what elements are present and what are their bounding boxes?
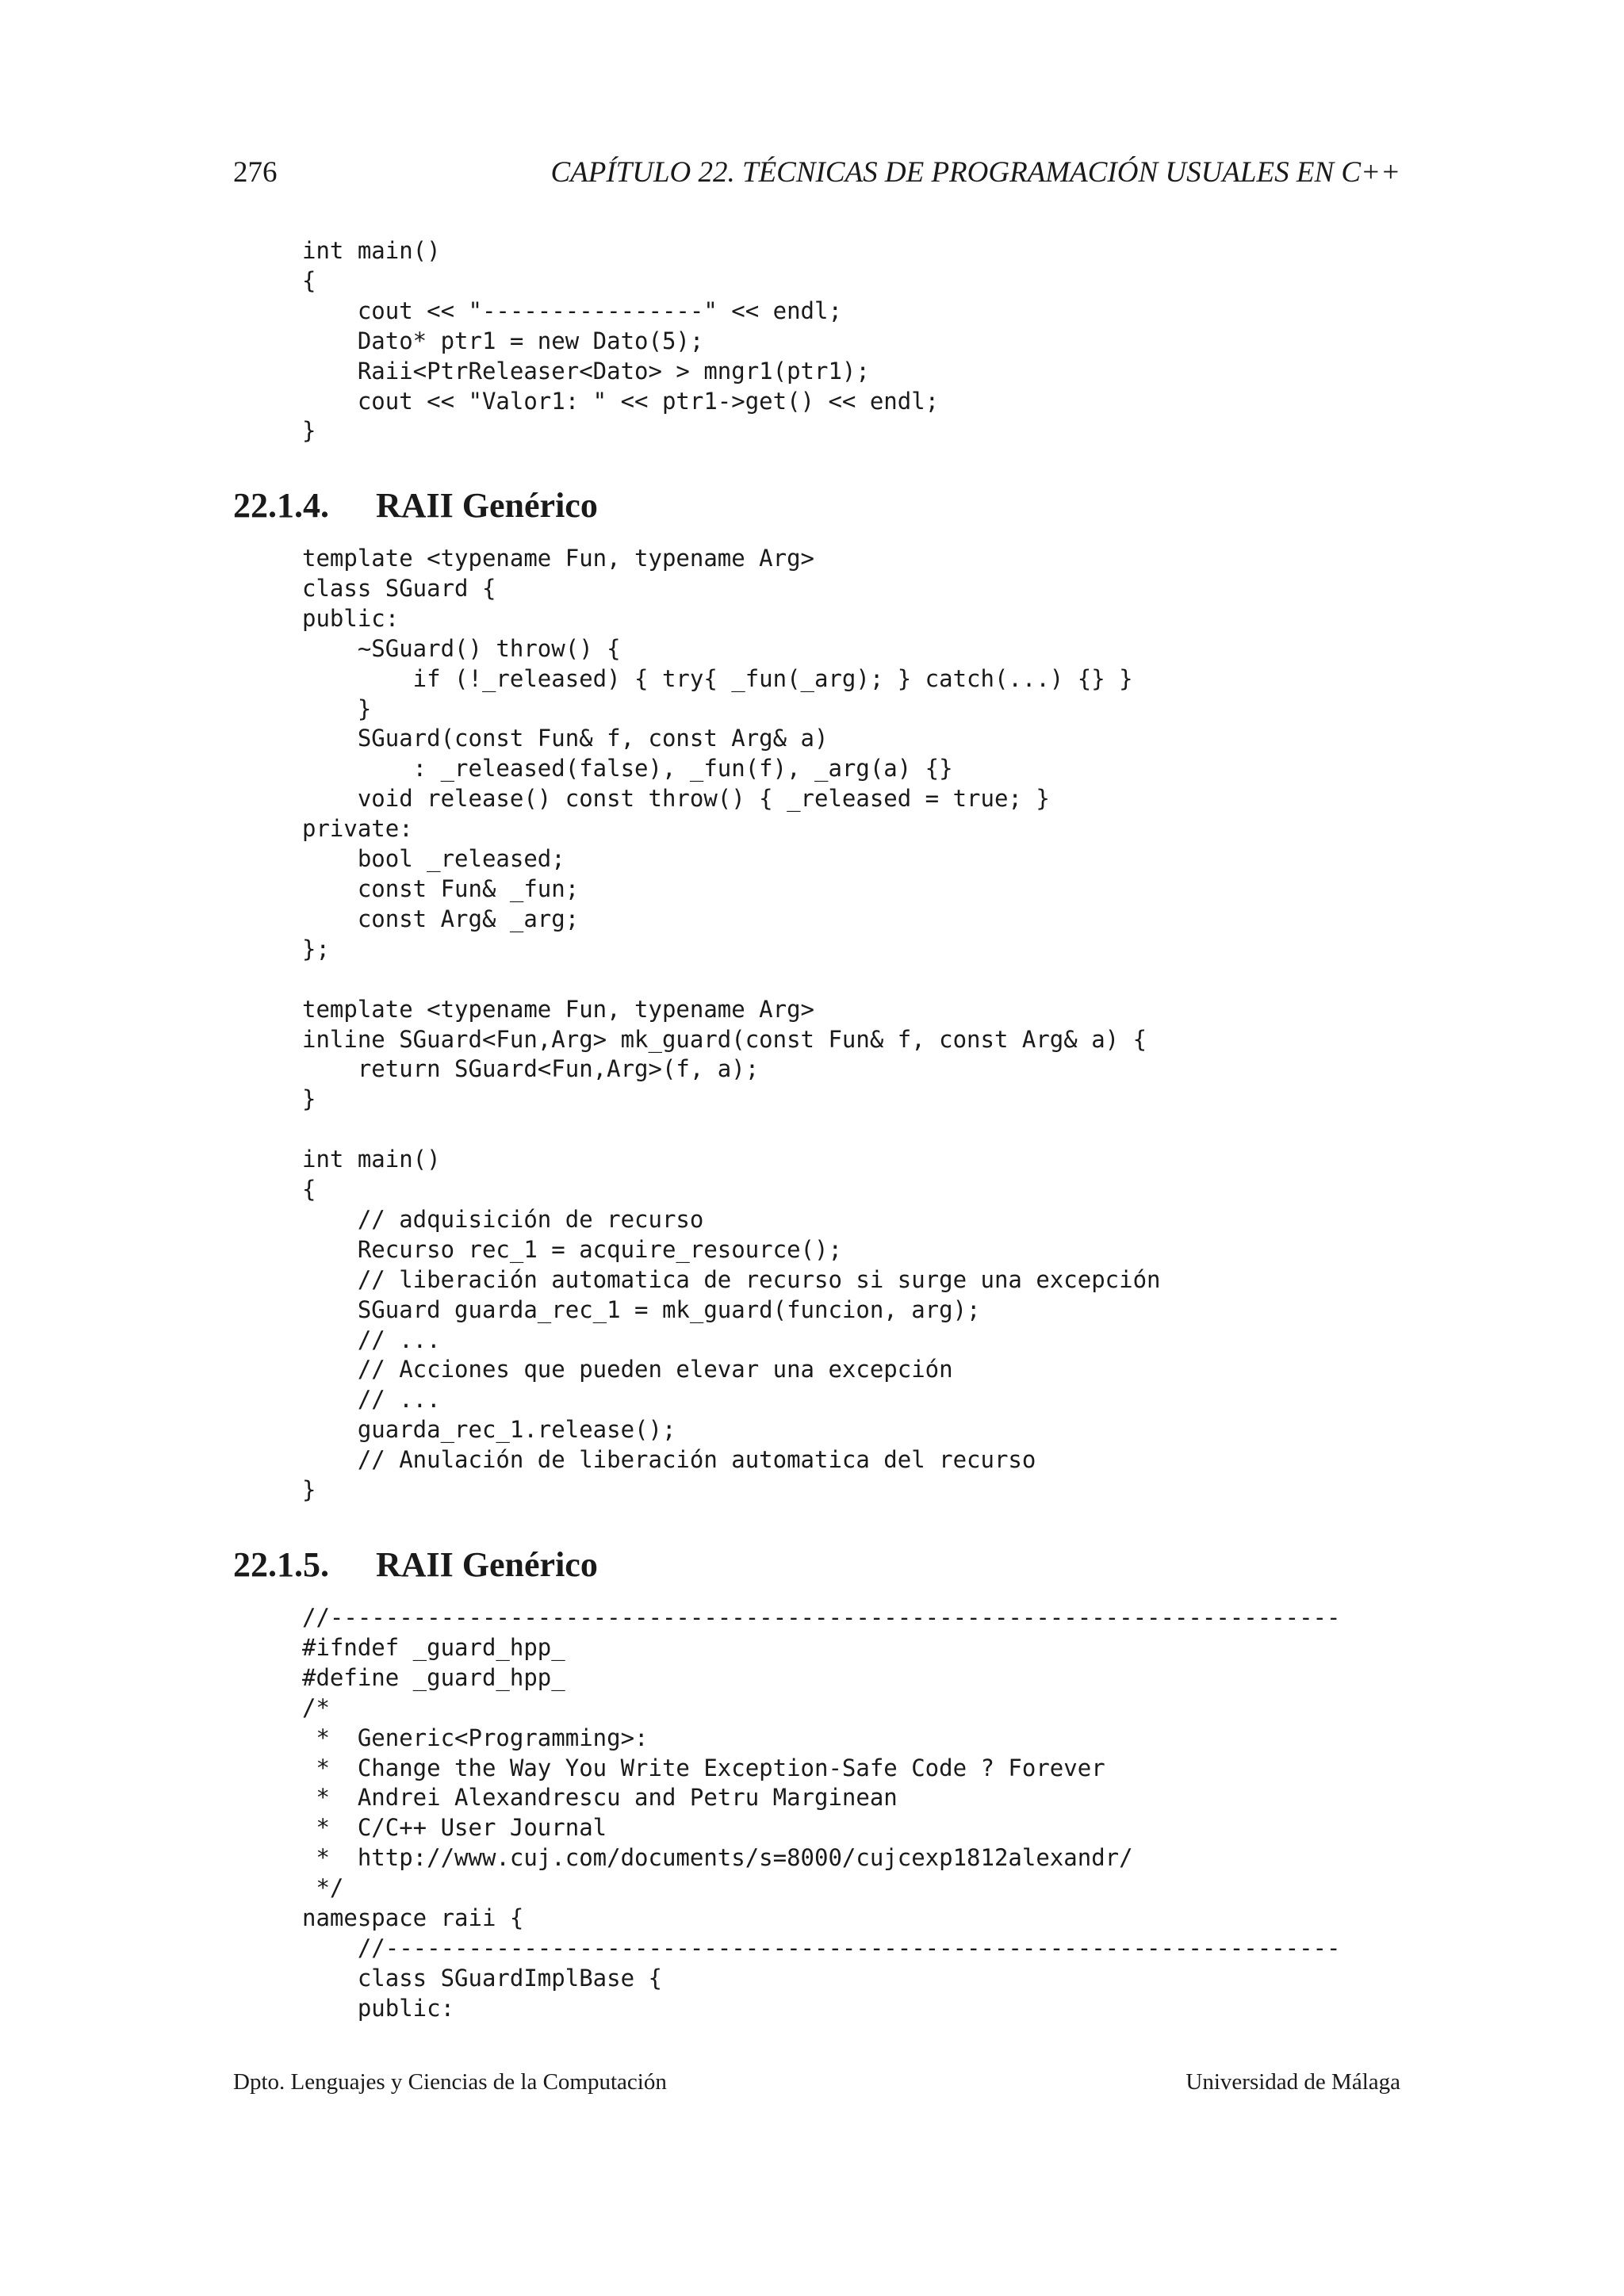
page-header	[233, 155, 1400, 195]
code-block-guard-hpp: //------------------------------------------------------------------------- #ifndef _guard_hpp_ #define _guard_hpp_ /* * Generic<Programming>: * Change the Way You Write Exception-Safe Code ? Forever * Andrei Alexandrescu and Petru Marginean * C/C++ User Journal * http://www.cuj.com/documents/s=8000/cujcexp1812alexandr/ */ namespace raii { //--------------------------------------------------------------------- class SGuardImplBase { public:	[302, 1604, 1341, 2022]
page-number: 276	[233, 156, 278, 189]
page-footer	[233, 2069, 1400, 2101]
section-heading-raii-generico-2	[233, 1544, 598, 1585]
section-heading-raii-generico-1	[233, 485, 598, 526]
section-title-text: RAII Genérico	[376, 1545, 598, 1584]
footer-university: Universidad de Málaga	[1185, 2069, 1400, 2095]
code-block-main-example: int main() { cout << "----------------" << endl; Dato* ptr1 = new Dato(5); Raii<PtrReleaser<Dato> > mngr1(ptr1); cout << "Valor1: " << ptr1->get() << endl; }	[302, 237, 940, 445]
section-number: 22.1.5.	[233, 1545, 329, 1584]
code-block-sguard: template <typename Fun, typename Arg> class SGuard { public: ~SGuard() throw() { if (!_released) { try{ _fun(_arg); } catch(...) {} } } SGuard(const Fun& f, const Arg& a) : _released(false), _fun(f), _arg(a) {} void release() const throw() { _released = true; } private: bool _released; const Fun& _fun; const Arg& _arg; }; template <typename Fun, typename Arg> inline SGuard<Fun,Arg> mk_guard(const Fun& f, const Arg& a) { return SGuard<Fun,Arg>(f, a); } int main() { // adquisición de recurso Recurso rec_1 = acquire_resource(); // liberación automatica de recurso si surge una excepción SGuard guarda_rec_1 = mk_guard(funcion, arg); // ... // Acciones que pueden elevar una excepción // ... guarda_rec_1.release(); // Anulación de liberación automatica del recurso }	[302, 545, 1161, 1504]
section-number: 22.1.4.	[233, 486, 329, 525]
footer-department: Dpto. Lenguajes y Ciencias de la Computación	[233, 2069, 667, 2095]
section-title-text: RAII Genérico	[376, 486, 598, 525]
running-title: CAPÍTULO 22. TÉCNICAS DE PROGRAMACIÓN USUALES EN C++	[550, 156, 1400, 189]
